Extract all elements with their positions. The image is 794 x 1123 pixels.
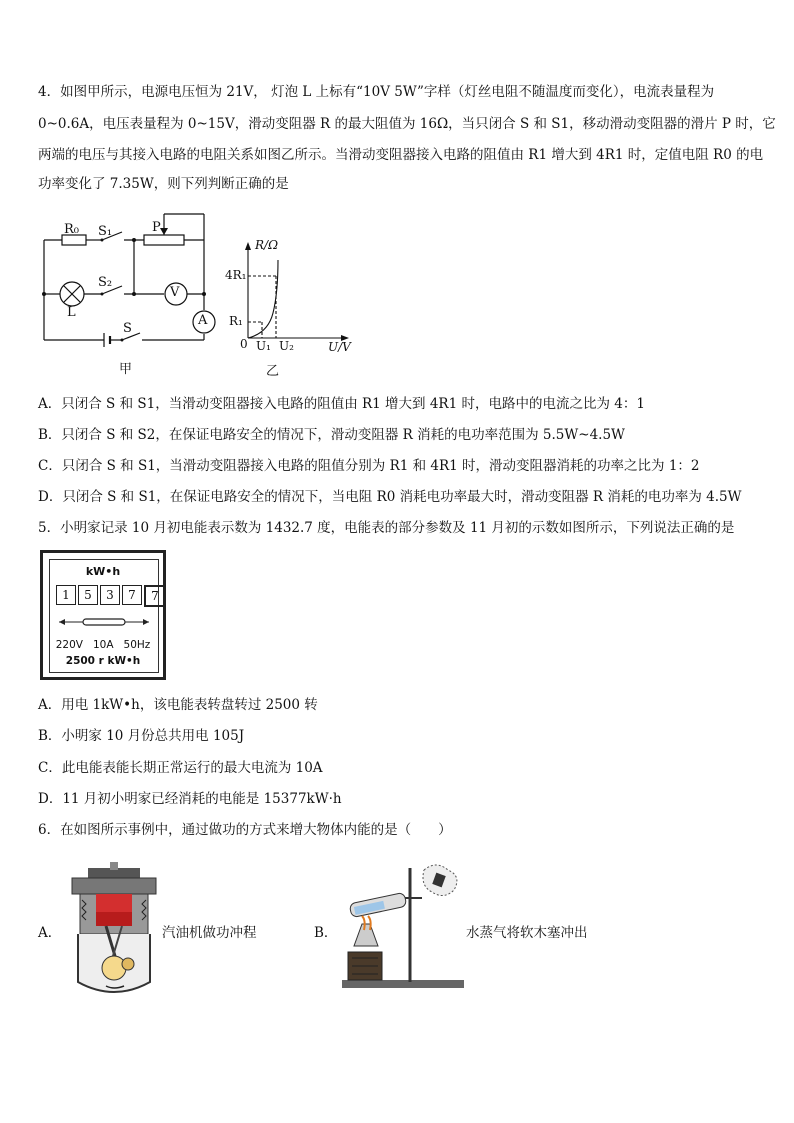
meter-disk-window — [57, 615, 151, 629]
q6-option-b-text: 水蒸气将软木塞冲出 — [466, 925, 588, 941]
meter-digit: 7 — [122, 585, 142, 605]
caption-jia: 甲 — [119, 362, 133, 377]
q4-option-b: B．只闭合 S 和 S2，在保证电路安全的情况下，滑动变阻器 R 消耗的电功率范围为 5.5W~4.5W — [38, 427, 625, 443]
graph-xtick-u1: U₁ — [256, 339, 271, 353]
q4-line3: 两端的电压与其接入电路的电阻关系如图乙所示。当滑动变阻器接入电路的阻值由 R1 增大到 4R1 时，定值电阻 R0 的电 — [38, 147, 764, 163]
q4-option-a: A．只闭合 S 和 S1，当滑动变阻器接入电路的阻值由 R1 增大到 4R1 时，电路中的电流之比为 4：1 — [38, 396, 645, 412]
q5-option-d: D．11 月初小明家已经消耗的电能是 15377kW·h — [38, 791, 342, 807]
q4-option-c: C．只闭合 S 和 S1，当滑动变阻器接入电路的阻值分别为 R1 和 4R1 时，滑动变阻器消耗的功率之比为 1：2 — [38, 458, 700, 474]
label-r0: R₀ — [64, 222, 79, 237]
caption-yi: 乙 — [266, 364, 280, 379]
meter-unit: kW•h — [85, 565, 121, 578]
meter-digit: 1 — [56, 585, 76, 605]
meter-rate: 2500 r kW•h — [65, 655, 141, 667]
meter-digit: 5 — [78, 585, 98, 605]
q6-option-a-text: 汽油机做功冲程 — [162, 925, 257, 941]
q5-stem: 5．小明家记录 10 月初电能表示数为 1432.7 度，电能表的部分参数及 11 月初的示数如图所示，下列说法正确的是 — [38, 520, 735, 536]
label-voltmeter: V — [170, 285, 180, 300]
q6-stem: 6．在如图所示事例中，通过做功的方式来增大物体内能的是（ ） — [38, 822, 452, 838]
q4-line2: 0~0.6A，电压表量程为 0~15V，滑动变阻器 R 的最大阻值为 16Ω，当只闭合 S 和 S1，移动滑动变阻器的滑片 P 时，它 — [38, 116, 776, 132]
label-p: P — [152, 220, 161, 235]
energy-meter — [40, 550, 166, 680]
meter-digit-decimal: 7 — [144, 585, 166, 607]
label-s1: S₁ — [98, 224, 113, 239]
engine-illustration — [66, 860, 162, 1002]
graph-xlabel: U/V — [328, 340, 351, 354]
graph-origin: 0 — [240, 337, 248, 351]
q6-option-b-letter: B． — [314, 925, 338, 941]
q5-option-c: C．此电能表能长期正常运行的最大电流为 10A — [38, 760, 323, 776]
graph-ylabel: R/Ω — [255, 238, 279, 252]
graph-ytick-low: R₁ — [229, 314, 243, 328]
meter-specs: 220V 10A 50Hz — [55, 639, 151, 651]
label-lamp: L — [67, 305, 76, 320]
q4-line4: 功率变化了 7.35W，则下列判断正确的是 — [38, 176, 289, 192]
q4-option-d: D．只闭合 S 和 S1，在保证电路安全的情况下，当电阻 R0 消耗电功率最大时，滑动变阻器 R 消耗的电功率为 4.5W — [38, 489, 742, 505]
meter-digits — [56, 585, 166, 607]
label-s: S — [123, 321, 132, 336]
label-ammeter: A — [198, 313, 208, 328]
q6-option-a-letter: A． — [38, 925, 62, 941]
q4-line1: 4．如图甲所示，电源电压恒为 21V， 灯泡 L 上标有“10V 5W”字样（灯丝电阻不随温度而变化），电流表量程为 — [38, 84, 715, 100]
graph-xtick-u2: U₂ — [279, 339, 294, 353]
q5-option-b: B．小明家 10 月份总共用电 105J — [38, 728, 245, 744]
meter-digit: 3 — [100, 585, 120, 605]
q5-option-a: A．用电 1kW•h，该电能表转盘转过 2500 转 — [38, 697, 318, 713]
label-s2: S₂ — [98, 275, 113, 290]
graph-ytick-top: 4R₁ — [225, 268, 247, 282]
steam-cork-illustration — [340, 860, 466, 992]
